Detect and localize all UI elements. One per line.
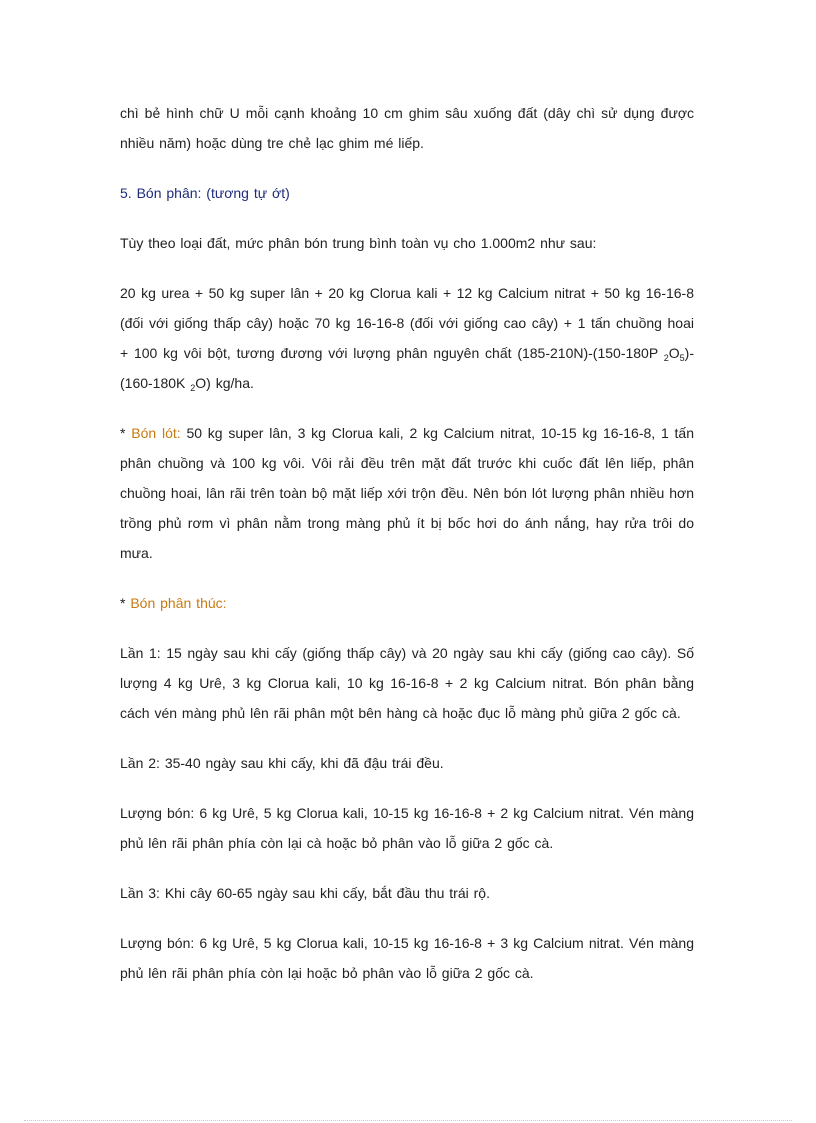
paragraph-luong-bon-2: Lượng bón: 6 kg Urê, 5 kg Clorua kali, 10-15 kg 16-16-8 + 2 kg Calcium nitrat. Vén màng phủ lên rãi phân phía còn lại cà hoặc bỏ phân vào lỗ giữa 2 gốc cà. (120, 805, 694, 851)
formula-text-3: )-(160-180K (120, 345, 694, 391)
paragraph-topdress-heading (120, 588, 694, 618)
paragraph-lan-1: Lần 1: 15 ngày sau khi cấy (giống thấp cây) và 20 ngày sau khi cấy (giống cao cây). Số lượng 4 kg Urê, 3 kg Clorua kali, 10 kg 16-16-8 + 2 kg Calcium nitrat. Bón phân bằng cách vén màng phủ lên rãi phân một bên hàng cà hoặc đục lỗ màng phủ giữa 2 gốc cà. (120, 645, 694, 721)
formula-text-4: O) kg/ha. (195, 375, 254, 391)
paragraph-basal-fertilizer (120, 418, 694, 568)
paragraph-wire-pins: chì bẻ hình chữ U mỗi cạnh khoảng 10 cm ghim sâu xuống đất (dây chì sử dụng được nhiều năm) hoặc dùng tre chẻ lạc ghim mé liếp. (120, 105, 694, 151)
basal-label: Bón lót: (131, 425, 181, 441)
topdress-label: Bón phân thúc: (130, 595, 227, 611)
formula-subscript-1: 2 (663, 353, 669, 363)
paragraph-intro: Tùy theo loại đất, mức phân bón trung bình toàn vụ cho 1.000m2 như sau: (120, 235, 597, 251)
paragraph-lan-2: Lần 2: 35-40 ngày sau khi cấy, khi đã đậu trái đều. (120, 755, 444, 771)
bullet-star: * (120, 425, 132, 441)
paragraph-lan-3: Lần 3: Khi cây 60-65 ngày sau khi cấy, bắt đầu thu trái rộ. (120, 885, 490, 901)
paragraph-luong-bon-3: Lượng bón: 6 kg Urê, 5 kg Clorua kali, 10-15 kg 16-16-8 + 3 kg Calcium nitrat. Vén màng phủ lên rãi phân phía còn lại hoặc bỏ phân vào lỗ giữa 2 gốc cà. (120, 935, 694, 981)
document-page (120, 98, 694, 1008)
page-bottom-divider (24, 1120, 792, 1121)
formula-text-1: 20 kg urea + 50 kg super lân + 20 kg Clorua kali + 12 kg Calcium nitrat + 50 kg 16-16-8 (đối với giống thấp cây) hoặc 70 kg 16-16-8 (đối với giống cao cây) + 1 tấn chuồng hoai + 100 kg vôi bột, tương đương với lượng phân nguyên chất (185-210N)-(150-180P (120, 285, 694, 361)
formula-subscript-2: 5 (679, 353, 685, 363)
formula-text-2: O (668, 345, 680, 361)
basal-text: 50 kg super lân, 3 kg Clorua kali, 2 kg Calcium nitrat, 10-15 kg 16-16-8, 1 tấn phân chuồng và 100 kg vôi. Vôi rải đều trên mặt đất trước khi cuốc đất lên liếp, phân chuồng hoai, lân rãi trên toàn bộ mặt liếp xới trộn đều. Nên bón lót lượng phân nhiều hơn trồng phủ rơm vì phân nằm trong màng phủ ít bị bốc hơi do ánh nắng, hay rửa trôi do mưa. (120, 425, 694, 561)
formula-subscript-3: 2 (190, 383, 196, 393)
section-heading-fertilizer: 5. Bón phân: (tương tự ớt) (120, 185, 290, 201)
paragraph-formula (120, 278, 694, 398)
bullet-star: * (120, 595, 131, 611)
